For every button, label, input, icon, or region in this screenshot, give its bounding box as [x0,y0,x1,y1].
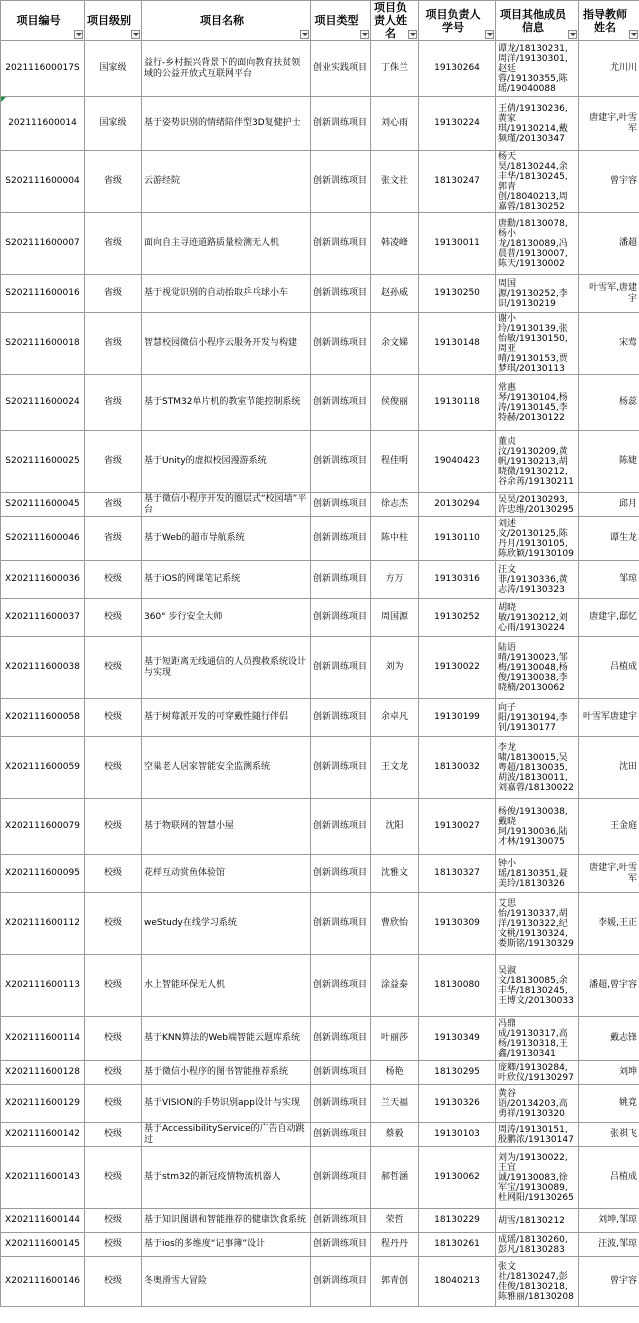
header-row [1,1,639,41]
cell-id[interactable]: X202111600038 [1,637,85,699]
cell-others[interactable]: 谢小玲/19130139,张怡敏/19130150,周亚晴/19130153,贾梦琪/20130113 [496,313,579,375]
cell-others[interactable]: 常惠琴/19130104,杨涛/19130145,李特赫/20130122 [496,375,579,431]
table-row [1,855,639,893]
cell-leader[interactable]: 陈中柱 [371,517,419,561]
cell-name[interactable]: 基于物联网的智慧小屋 [142,799,311,855]
cell-type[interactable]: 创新训练项目 [311,799,371,855]
table-row [1,517,639,561]
cell-type[interactable]: 创新训练项目 [311,97,371,151]
cell-level[interactable]: 校级 [85,1017,142,1061]
cell-name[interactable]: 基于iOS的网课笔记系统 [142,561,311,599]
cell-type[interactable]: 创新训练项目 [311,855,371,893]
cell-advisor[interactable]: 王金庭 [579,799,639,855]
cell-advisor[interactable]: 唐建宇,邸忆 [579,599,639,637]
cell-type[interactable]: 创新训练项目 [311,955,371,1017]
cell-advisor[interactable]: 张祺飞 [579,1123,639,1147]
cell-leader-id[interactable]: 19130224 [419,97,496,151]
cell-level[interactable]: 国家级 [85,97,142,151]
cell-others[interactable]: 谭龙/18130231,周洋/19130301,赵廷蓉/19130355,陈瑶/19040088 [496,41,579,97]
cell-others[interactable]: 周国源/19130252,李识/19130219 [496,275,579,313]
cell-level[interactable]: 校级 [85,955,142,1017]
cell-name[interactable]: 基于stm32的新冠疫情物流机器人 [142,1147,311,1209]
table-row [1,1233,639,1257]
cell-leader[interactable]: 兰天福 [371,1085,419,1123]
table-row [1,1257,639,1307]
cell-id[interactable]: S202111600007 [1,213,85,275]
cell-advisor[interactable]: 唐建宇,叶雪军 [579,97,639,151]
cell-name[interactable]: 基于ios的多维度“记事簿”设计 [142,1233,311,1257]
cell-id[interactable]: S202111600046 [1,517,85,561]
table-row [1,213,639,275]
cell-leader-id[interactable]: 19130264 [419,41,496,97]
cell-others[interactable]: 胡雪/18130212 [496,1209,579,1233]
cell-leader-id[interactable]: 18040213 [419,1257,496,1307]
cell-id[interactable]: X202111600059 [1,737,85,799]
cell-type[interactable]: 创新训练项目 [311,599,371,637]
cell-level[interactable]: 校级 [85,1209,142,1233]
header-name: 项目名称 [142,1,311,41]
cell-level[interactable]: 校级 [85,637,142,699]
cell-id[interactable]: X202111600129 [1,1085,85,1123]
cell-type[interactable]: 创新训练项目 [311,375,371,431]
cell-id[interactable]: X202111600142 [1,1123,85,1147]
cell-type[interactable]: 创新训练项目 [311,517,371,561]
cell-others[interactable]: 艾思怡/19130337,胡洋/19130322,纪文桃/19130324,娄斯铭/19130329 [496,893,579,955]
table-row [1,955,639,1017]
cell-advisor[interactable]: 宋莺 [579,313,639,375]
cell-advisor[interactable]: 刘坤,邹琼 [579,1209,639,1233]
cell-type[interactable]: 创新训练项目 [311,431,371,493]
cell-leader-id[interactable]: 19130199 [419,699,496,737]
cell-id[interactable]: X202111600144 [1,1209,85,1233]
cell-advisor[interactable]: 潘超,曾宇容 [579,955,639,1017]
cell-name[interactable]: 基于AccessibilityService的广告自动跳过 [142,1123,311,1147]
cell-level[interactable]: 省级 [85,151,142,213]
cell-id[interactable]: X202111600036 [1,561,85,599]
cell-name[interactable]: 益行-乡村振兴背景下的面向教育扶贫领域的公益开放式互联网平台 [142,41,311,97]
cell-level[interactable]: 校级 [85,1123,142,1147]
cell-name[interactable]: 智慧校园微信小程序云服务开发与构建 [142,313,311,375]
cell-name[interactable]: 基于KNN算法的Web端智能云题库系统 [142,1017,311,1061]
cell-name[interactable]: 云游经院 [142,151,311,213]
cell-leader-id[interactable]: 18130261 [419,1233,496,1257]
cell-leader[interactable]: 沈阳 [371,799,419,855]
cell-others[interactable]: 周涛/19130151,殷鹏浓/19130147 [496,1123,579,1147]
cell-leader[interactable]: 张文社 [371,151,419,213]
cell-leader-id[interactable]: 18130080 [419,955,496,1017]
cell-id[interactable]: X202111600128 [1,1061,85,1085]
cell-type[interactable]: 创新训练项目 [311,1257,371,1307]
cell-leader-id[interactable]: 18130032 [419,737,496,799]
cell-others[interactable]: 钟小瑶/18130351,聂美玲/18130326 [496,855,579,893]
table-row [1,893,639,955]
cell-leader-id[interactable]: 18130295 [419,1061,496,1085]
cell-leader[interactable]: 余卓凡 [371,699,419,737]
cell-others[interactable]: 董贞汶/19130209,黄帆/19130213,胡晓微/19130212,谷余苒/19130211 [496,431,579,493]
cell-type[interactable]: 创新训练项目 [311,1147,371,1209]
cell-leader-id[interactable]: 19130022 [419,637,496,699]
cell-type[interactable]: 创新训练项目 [311,1123,371,1147]
cell-advisor[interactable]: 刘坤 [579,1061,639,1085]
table-row [1,41,639,97]
cell-type[interactable]: 创新训练项目 [311,699,371,737]
filter-dropdown-icon[interactable] [408,30,417,39]
cell-advisor[interactable]: 姚竟 [579,1085,639,1123]
cell-type[interactable]: 创业实践项目 [311,41,371,97]
table-row [1,275,639,313]
table-row [1,1123,639,1147]
cell-name[interactable]: 基于Web的超市导航系统 [142,517,311,561]
cell-leader[interactable]: 余文娣 [371,313,419,375]
cell-leader[interactable]: 荣哲 [371,1209,419,1233]
cell-id[interactable]: S202111600045 [1,493,85,517]
cell-level[interactable]: 省级 [85,313,142,375]
cell-leader[interactable]: 刘心雨 [371,97,419,151]
cell-id[interactable]: X202111600143 [1,1147,85,1209]
filter-dropdown-icon[interactable] [131,30,140,39]
cell-level[interactable]: 校级 [85,855,142,893]
cell-leader[interactable]: 侯俊丽 [371,375,419,431]
cell-advisor[interactable]: 邱月 [579,493,639,517]
cell-leader[interactable]: 徐志杰 [371,493,419,517]
cell-others[interactable]: 张文社/18130247,彭佳俊/18130218,陈雅丽/18130208 [496,1257,579,1307]
cell-type[interactable]: 创新训练项目 [311,1209,371,1233]
cell-id[interactable]: X202111600146 [1,1257,85,1307]
cell-advisor[interactable]: 谭生龙 [579,517,639,561]
cell-others[interactable]: 胡晓敏/19130212,刘心雨/19130224 [496,599,579,637]
cell-advisor[interactable]: 沈田 [579,737,639,799]
cell-leader[interactable]: 丁侏兰 [371,41,419,97]
cell-leader-id[interactable]: 19130062 [419,1147,496,1209]
cell-level[interactable]: 省级 [85,493,142,517]
cell-type[interactable]: 创新训练项目 [311,313,371,375]
cell-id[interactable]: S202111600024 [1,375,85,431]
cell-advisor[interactable]: 戴志锋 [579,1017,639,1061]
cell-level[interactable]: 省级 [85,375,142,431]
cell-level[interactable]: 校级 [85,893,142,955]
cell-level[interactable]: 校级 [85,699,142,737]
cell-leader-id[interactable]: 19130316 [419,561,496,599]
cell-id[interactable]: S202111600016 [1,275,85,313]
cell-type[interactable]: 创新训练项目 [311,1085,371,1123]
cell-id[interactable]: S202111600025 [1,431,85,493]
cell-advisor[interactable]: 汪波,邹琼 [579,1233,639,1257]
cell-advisor[interactable]: 吕植成 [579,637,639,699]
cell-leader-id[interactable]: 19130118 [419,375,496,431]
cell-leader-id[interactable]: 19040423 [419,431,496,493]
cell-level[interactable]: 校级 [85,599,142,637]
filter-dropdown-icon[interactable] [629,30,638,39]
cell-advisor[interactable]: 曾宇容 [579,1257,639,1307]
header-level: 项目级别 [85,1,142,41]
cell-name[interactable]: 基于知识图谱和智能推荐的健康饮食系统 [142,1209,311,1233]
cell-leader[interactable]: 赵孙威 [371,275,419,313]
cell-leader[interactable]: 韩凌峰 [371,213,419,275]
table-row [1,561,639,599]
cell-level[interactable]: 校级 [85,1257,142,1307]
cell-leader[interactable]: 刘为 [371,637,419,699]
cell-others[interactable]: 王倩/19130236,黄家琪/19130214,戴频瑾/20130347 [496,97,579,151]
cell-others[interactable]: 杨天昊/18130244,余丰华/18130245,郭青创/18040213,周嘉蓉/18130252 [496,151,579,213]
cell-leader[interactable]: 方万 [371,561,419,599]
cell-name[interactable]: 冬奥滑雪大冒险 [142,1257,311,1307]
cell-type[interactable]: 创新训练项目 [311,1061,371,1085]
cell-type[interactable]: 创新训练项目 [311,1233,371,1257]
cell-advisor[interactable]: 吕植成 [579,1147,639,1209]
cell-name[interactable]: 基于微信小程序的图书智能推荐系统 [142,1061,311,1085]
cell-leader-id[interactable]: 19130326 [419,1085,496,1123]
cell-id[interactable]: X202111600095 [1,855,85,893]
table-row [1,151,639,213]
cell-name[interactable]: 360° 步行安全大师 [142,599,311,637]
cell-others[interactable]: 汪文菲/19130336,黄志涛/19130323 [496,561,579,599]
cell-others[interactable]: 杨俊/19130038,戴晓珂/19130036,陆才林/19130075 [496,799,579,855]
cell-leader[interactable]: 郭青创 [371,1257,419,1307]
cell-id[interactable]: X202111600114 [1,1017,85,1061]
table-body [1,41,639,1307]
cell-leader-id[interactable]: 20130294 [419,493,496,517]
table-row [1,737,639,799]
cell-others[interactable]: 成瑶/18130260,彭凡/18130283 [496,1233,579,1257]
cell-leader[interactable]: 周国源 [371,599,419,637]
cell-others[interactable]: 李龙啸/18130015,吴粤超/18130035,胡波/18130011,刘嘉蓉/18130022 [496,737,579,799]
cell-level[interactable]: 校级 [85,1233,142,1257]
cell-leader[interactable]: 曹欣怡 [371,893,419,955]
cell-leader-id[interactable]: 18130229 [419,1209,496,1233]
cell-leader[interactable]: 郝哲涵 [371,1147,419,1209]
cell-name[interactable]: 基于STM32单片机的教室节能控制系统 [142,375,311,431]
cell-type[interactable]: 创新训练项目 [311,151,371,213]
cell-type[interactable]: 创新训练项目 [311,213,371,275]
cell-level[interactable]: 校级 [85,1085,142,1123]
cell-advisor[interactable]: 叶雪军唐建宇 [579,699,639,737]
table-row [1,493,639,517]
table-row [1,431,639,493]
cell-others[interactable]: 吴昊/20130293,许忠维/20130295 [496,493,579,517]
cell-id[interactable]: 202111600017S [1,41,85,97]
table-row [1,799,639,855]
cell-id[interactable]: X202111600145 [1,1233,85,1257]
cell-others[interactable]: 刘为/19130022,王宜诚/19130083,徐军宝/19130089,杜网阳/19130265 [496,1147,579,1209]
cell-id[interactable]: X202111600058 [1,699,85,737]
cell-leader-id[interactable]: 19130103 [419,1123,496,1147]
cell-others[interactable]: 向子阳/19130194,李钊/19130177 [496,699,579,737]
header-leader: 项目负责人姓名 [371,1,419,41]
cell-level[interactable]: 校级 [85,737,142,799]
table-row [1,699,639,737]
cell-leader[interactable]: 杨艳 [371,1061,419,1085]
filter-dropdown-icon[interactable] [300,30,309,39]
filter-dropdown-icon[interactable] [568,30,577,39]
header-type: 项目类型 [311,1,371,41]
cell-name[interactable]: 水上智能环保无人机 [142,955,311,1017]
cell-leader-id[interactable]: 19130250 [419,275,496,313]
cell-name[interactable]: 空巢老人居家智能安全监测系统 [142,737,311,799]
cell-level[interactable]: 省级 [85,517,142,561]
cell-leader[interactable]: 程佳明 [371,431,419,493]
cell-leader[interactable]: 涂益泰 [371,955,419,1017]
cell-type[interactable]: 创新训练项目 [311,1017,371,1061]
cell-advisor[interactable]: 唐建宇,叶雪军 [579,855,639,893]
cell-level[interactable]: 校级 [85,561,142,599]
cell-leader-id[interactable]: 19130148 [419,313,496,375]
cell-advisor[interactable]: 曾宇容 [579,151,639,213]
cell-advisor[interactable]: 陈婕 [579,431,639,493]
cell-id[interactable]: S202111600004 [1,151,85,213]
table-row [1,1017,639,1061]
cell-others[interactable]: 吴淑文/18130085,余丰华/18130245,王博文/20130033 [496,955,579,1017]
filter-dropdown-icon[interactable] [360,30,369,39]
cell-name[interactable]: 基于姿势识别的情绪陪伴型3D复健护士 [142,97,311,151]
cell-name[interactable]: 基于VISION的手势识别app设计与实现 [142,1085,311,1123]
table-row [1,1209,639,1233]
table-row [1,375,639,431]
cell-advisor[interactable]: 潘超 [579,213,639,275]
cell-leader[interactable]: 程丹丹 [371,1233,419,1257]
cell-type[interactable]: 创新训练项目 [311,561,371,599]
cell-advisor[interactable]: 叶雪军,唐建宇 [579,275,639,313]
cell-leader[interactable]: 沈雅文 [371,855,419,893]
cell-advisor[interactable]: 杨蕊 [579,375,639,431]
cell-advisor[interactable]: 邹琼 [579,561,639,599]
cell-others[interactable]: 庞卿/19130284,叶欣仪/19130297 [496,1061,579,1085]
table-row [1,1147,639,1209]
cell-type[interactable]: 创新训练项目 [311,737,371,799]
cell-level[interactable]: 省级 [85,213,142,275]
cell-name[interactable]: 花样互动赏鱼体验馆 [142,855,311,893]
cell-id[interactable]: X202111600112 [1,893,85,955]
cell-type[interactable]: 创新训练项目 [311,893,371,955]
cell-id[interactable]: X202111600079 [1,799,85,855]
cell-name[interactable]: 基于视觉识别的自动抬取乒乓球小车 [142,275,311,313]
cell-others[interactable]: 冯鼎成/19130317,高杨/19130318,王鑫/19130341 [496,1017,579,1061]
cell-leader-id[interactable]: 18130327 [419,855,496,893]
cell-leader-id[interactable]: 18130247 [419,151,496,213]
table-row [1,599,639,637]
header-advisor: 指导教师姓名 [579,1,639,41]
cell-leader-id[interactable]: 19130027 [419,799,496,855]
cell-advisor[interactable]: 李媛,王正 [579,893,639,955]
cell-leader[interactable]: 蔡毅 [371,1123,419,1147]
cell-level[interactable]: 国家级 [85,41,142,97]
error-indicator-icon [1,97,6,102]
cell-level[interactable]: 省级 [85,275,142,313]
table-row [1,637,639,699]
filter-dropdown-icon[interactable] [485,30,494,39]
cell-level[interactable]: 校级 [85,1061,142,1085]
header-leader-id: 项目负责人学号 [419,1,496,41]
table-row [1,313,639,375]
cell-type[interactable]: 创新训练项目 [311,275,371,313]
cell-leader-id[interactable]: 19130349 [419,1017,496,1061]
header-others: 项目其他成员信息 [496,1,579,41]
header-id: 项目编号 [1,1,85,41]
cell-id[interactable]: X202111600037 [1,599,85,637]
cell-name[interactable]: 基于树莓派开发的可穿戴性随行伴侣 [142,699,311,737]
cell-advisor[interactable]: 尤川川 [579,41,639,97]
cell-leader-id[interactable]: 19130011 [419,213,496,275]
cell-leader-id[interactable]: 19130252 [419,599,496,637]
cell-name[interactable]: 面向自主寻迹道路质量检测无人机 [142,213,311,275]
cell-others[interactable]: 刘述文/20130125,陈丹月/19130105,陈欣颖/19130109 [496,517,579,561]
cell-type[interactable]: 创新训练项目 [311,493,371,517]
cell-level[interactable]: 校级 [85,799,142,855]
cell-others[interactable]: 陆语晴/19130023,邹梅/19130048,杨俊/19130038,李晓楠/20130062 [496,637,579,699]
table-row [1,97,639,151]
cell-name[interactable]: 基于Unity的虚拟校园漫游系统 [142,431,311,493]
cell-type[interactable]: 创新训练项目 [311,637,371,699]
cell-id[interactable]: X202111600113 [1,955,85,1017]
filter-dropdown-icon[interactable] [74,30,83,39]
cell-others[interactable]: 黄谷语/20134203,高勇祥/19130320 [496,1085,579,1123]
cell-level[interactable]: 校级 [85,1147,142,1209]
cell-name[interactable]: 基于微信小程序开发的圈层式“校园墙”平台 [142,493,311,517]
cell-id[interactable]: S202111600018 [1,313,85,375]
cell-name[interactable]: 基于短距离无线通信的人员搜救系统设计与实现 [142,637,311,699]
table-row [1,1085,639,1123]
cell-leader[interactable]: 叶丽莎 [371,1017,419,1061]
cell-level[interactable]: 省级 [85,431,142,493]
cell-leader[interactable]: 王文龙 [371,737,419,799]
cell-leader-id[interactable]: 19130309 [419,893,496,955]
cell-others[interactable]: 唐勳/18130078,杨小龙/18130089,冯晨普/19130007,陈天/19130002 [496,213,579,275]
cell-leader-id[interactable]: 19130110 [419,517,496,561]
table-row [1,1061,639,1085]
cell-id[interactable]: 202111600014 [1,97,85,151]
cell-name[interactable]: weStudy在线学习系统 [142,893,311,955]
